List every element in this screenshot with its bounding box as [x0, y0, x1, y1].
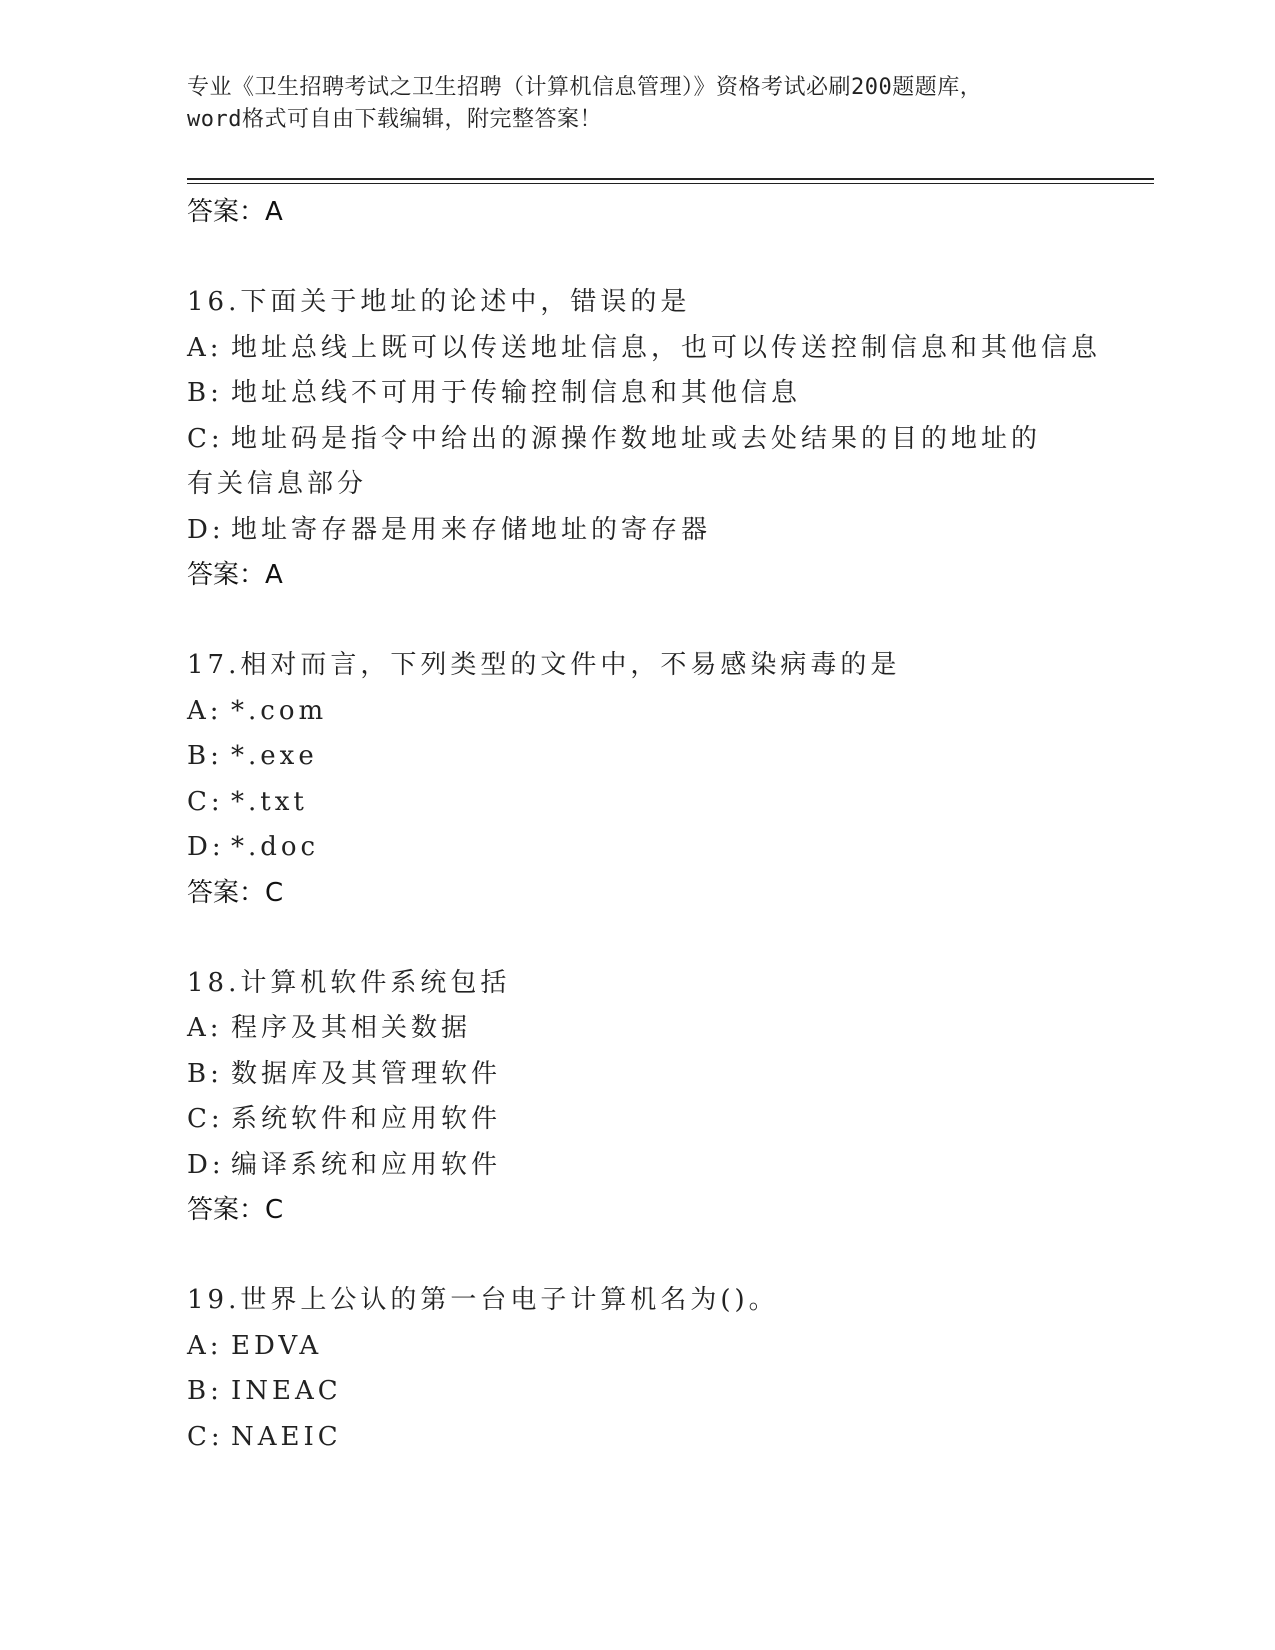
- option-label: A:: [187, 1330, 223, 1361]
- option-a: [187, 1324, 1087, 1370]
- option-a: [187, 1006, 1087, 1052]
- option-label: A:: [187, 695, 223, 726]
- question-16: [187, 280, 1102, 597]
- answer-line: 答案：C: [187, 877, 284, 908]
- option-a: [187, 326, 1102, 372]
- option-d: [187, 508, 1087, 554]
- option-label: C:: [187, 786, 224, 817]
- header-divider-thin: [187, 183, 1154, 184]
- option-c: [187, 780, 1087, 826]
- header-divider-thick: [187, 178, 1154, 180]
- option-label: D:: [187, 1149, 225, 1180]
- option-b: [187, 734, 1087, 780]
- document-header: [187, 72, 1087, 136]
- question-19: [187, 1278, 1087, 1460]
- option-text: *.txt: [231, 786, 308, 817]
- answer-line: 答案：A: [187, 560, 283, 590]
- header-title-line-1: 专业《卫生招聘考试之卫生招聘（计算机信息管理）》资格考试必刷200题题库，: [187, 75, 983, 100]
- option-c: [187, 1415, 1087, 1461]
- option-label: B:: [187, 741, 223, 771]
- option-b: [187, 371, 1087, 417]
- question-17: [187, 643, 1087, 915]
- option-text: *.doc: [231, 832, 320, 862]
- option-text: 地址总线上既可以传送地址信息，也可以传送控制信息和其他信息: [231, 332, 1102, 363]
- option-text: NAEIC: [231, 1421, 342, 1452]
- answer-line: 答案：C: [187, 1195, 284, 1225]
- question-18: [187, 961, 1087, 1233]
- question-text: 16.下面关于地址的论述中，错误的是: [187, 287, 691, 317]
- option-text: 编译系统和应用软件: [231, 1149, 502, 1180]
- option-label: A:: [187, 332, 223, 363]
- option-b: [187, 1052, 1087, 1098]
- option-text: *.exe: [231, 741, 318, 771]
- option-label: B:: [187, 378, 223, 408]
- option-label: B:: [187, 1376, 223, 1406]
- option-c: [187, 417, 1067, 508]
- header-title-line-2: word格式可自由下载编辑，附完整答案！: [187, 107, 602, 132]
- option-text: 地址总线不可用于传输控制信息和其他信息: [231, 378, 802, 408]
- question-text: 19.世界上公认的第一台电子计算机名为()。: [187, 1285, 779, 1315]
- option-a: [187, 689, 1087, 735]
- option-label: D:: [187, 514, 225, 545]
- option-label: C:: [187, 1104, 224, 1134]
- option-text: 地址寄存器是用来存储地址的寄存器: [231, 514, 712, 545]
- question-text: 18.计算机软件系统包括: [187, 967, 511, 998]
- option-label: A:: [187, 1013, 223, 1043]
- option-label: B:: [187, 1058, 223, 1089]
- option-text: 地址码是指令中给出的源操作数地址或去处结果的目的地址的有关信息部分: [187, 423, 1042, 499]
- option-text: 系统软件和应用软件: [231, 1104, 502, 1134]
- previous-answer: 答案：A: [187, 197, 283, 227]
- question-list: [187, 190, 1102, 1460]
- question-text: 17.相对而言，下列类型的文件中，不易感染病毒的是: [187, 650, 901, 680]
- option-text: *.com: [231, 695, 328, 726]
- option-text: INEAC: [231, 1376, 342, 1406]
- option-text: 数据库及其管理软件: [231, 1058, 502, 1089]
- option-label: C:: [187, 423, 224, 454]
- option-text: 程序及其相关数据: [231, 1013, 472, 1043]
- option-c: [187, 1097, 1087, 1143]
- option-d: [187, 825, 1087, 871]
- option-text: EDVA: [231, 1330, 323, 1361]
- option-label: C:: [187, 1421, 224, 1452]
- option-label: D:: [187, 832, 225, 862]
- option-d: [187, 1143, 1087, 1189]
- option-b: [187, 1369, 1087, 1415]
